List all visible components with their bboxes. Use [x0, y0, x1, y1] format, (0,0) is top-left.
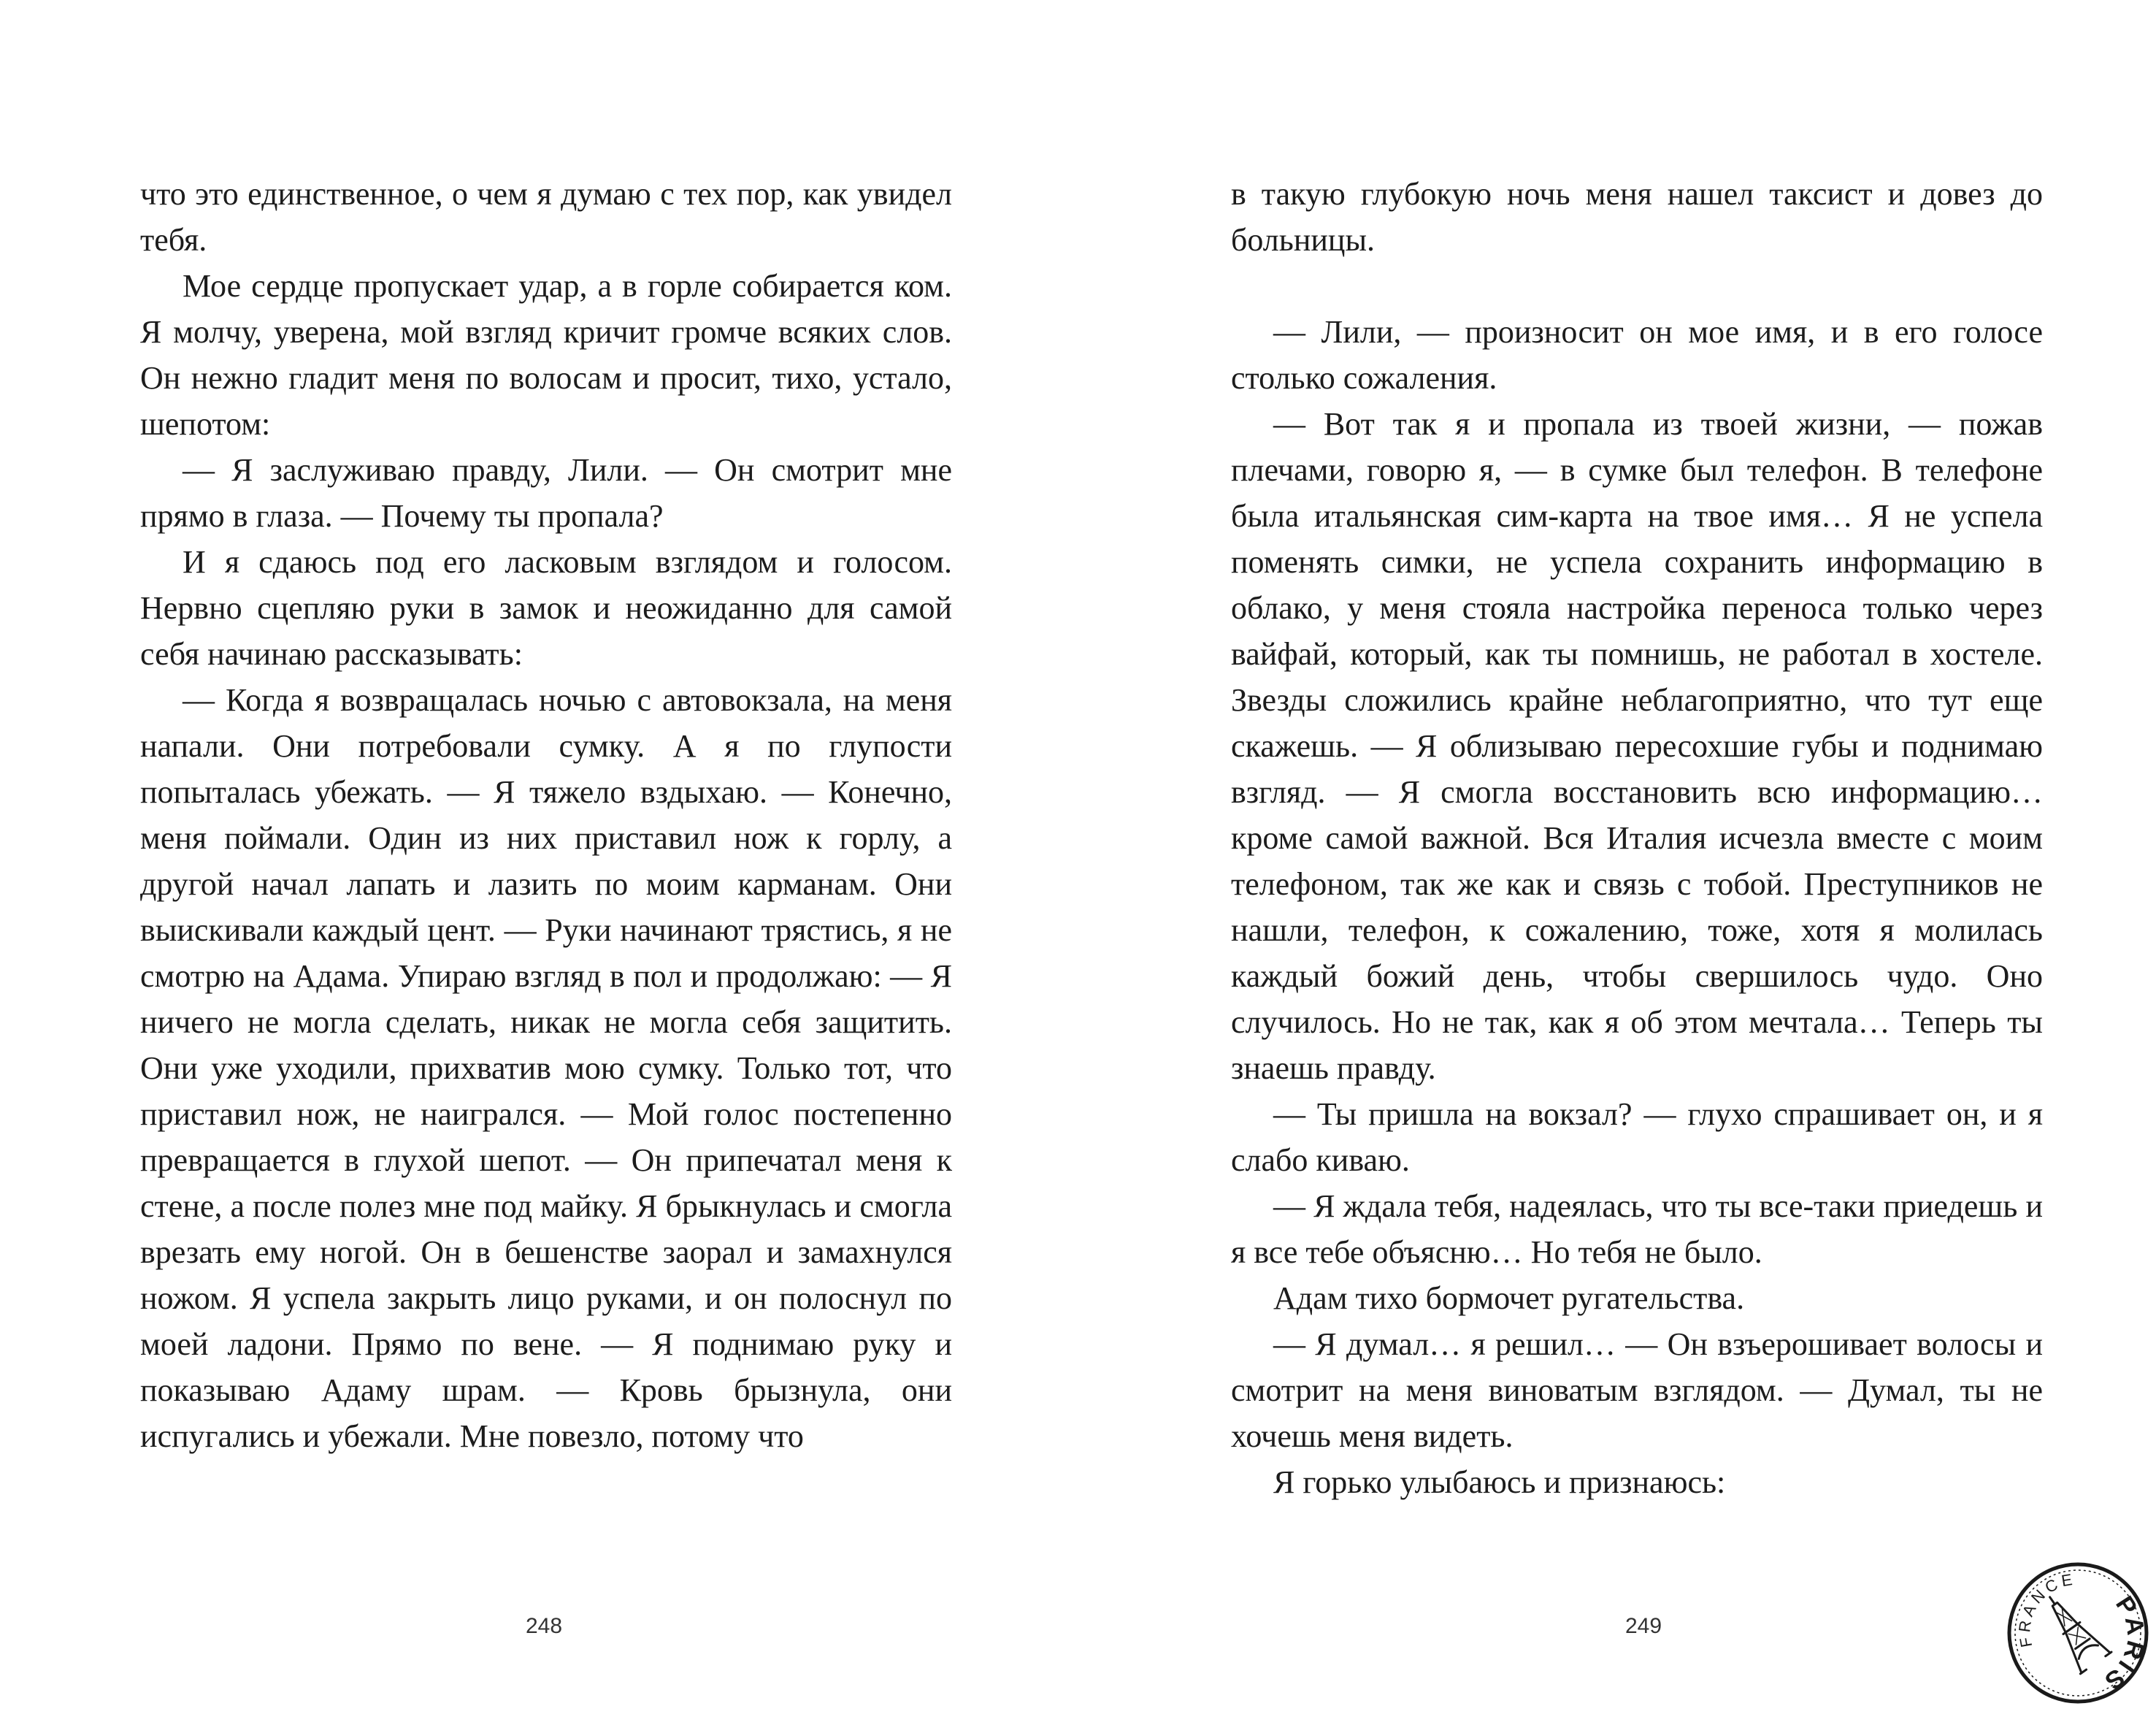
paragraph: Я горько улыбаюсь и признаюсь:: [1273, 1464, 1726, 1500]
stamp-graphic: [2005, 1560, 2151, 1706]
page-number-right: 249: [1624, 1614, 1662, 1638]
paragraph: — Я заслуживаю правду, Лили. — Он смотрит мне прямо в глаза. — Почему ты пропала?: [140, 452, 952, 534]
right-page: [1078, 0, 2156, 1725]
left-page-text: [140, 171, 952, 1459]
paragraph: — Когда я возвращалась ночью с автовокзала, на меня напали. Они потребовали сумку. А я по глупости попыталась убежать. — Я тяжело вздыхаю. — Конечно, меня поймали. Один из них приставил нож к горлу, а другой начал лапать и лазить по моим карманам. Они выискивали каждый цент. — Руки начинают трястись, я не смотрю на Адама. Упираю взгляд в пол и продолжаю: — Я ничего не могла сделать, никак не могла себя защитить. Они уже уходили, прихватив мою сумку. Только тот, что приставил нож, не наигрался. — Мой голос постепенно превращается в глухой шепот. — Он припечатал меня к стене, а после полез мне под майку. Я брыкнулась и смогла врезать ему ногой. Он в бешенстве заорал и замахнулся ножом. Я успела закрыть лицо руками, и он полоснул по моей ладони. Прямо по вене. — Я поднимаю руку и показываю Адаму шрам. — Кровь брызнула, они испугались и убежали. Мне повезло, потому что: [140, 682, 952, 1454]
right-page-text: [1231, 171, 2043, 1505]
paragraph: что это единственное, о чем я думаю с тех пор, как увидел тебя.: [140, 176, 952, 258]
paragraph: — Вот так я и пропала из твоей жизни, — пожав плечами, говорю я, — в сумке был телефон. В телефоне была итальянская сим-карта на твое имя… Я не успела поменять симки, не успела сохранить информацию в облако, у меня стояла настройка переноса только через вайфай, который, как ты помнишь, не работал в хостеле. Звезды сложились крайне неблагоприятно, что тут еще скажешь. — Я облизываю пересохшие губы и поднимаю взгляд. — Я смогла восстановить всю информацию… кроме самой важной. Вся Италия исчезла вместе с моим телефоном, так же как и связь с тобой. Преступников не нашли, телефон, к сожалению, тоже, хотя я молилась каждый божий день, чтобы свершилось чудо. Оно случилось. Но не так, как я об этом мечтала… Теперь ты знаешь правду.: [1231, 406, 2043, 1086]
paragraph: — Лили, — произносит он мое имя, и в его голосе столько сожаления.: [1231, 314, 2043, 396]
paris-stamp: [2005, 1560, 2151, 1706]
paragraph: Адам тихо бормочет ругательства.: [1273, 1280, 1745, 1316]
paragraph: в такую глубокую ночь меня нашел таксист и довез до больницы.: [1231, 176, 2043, 258]
stamp-text-paris: PARIS: [2097, 1591, 2150, 1697]
paragraph: — Я думал… я решил… — Он взъерошивает волосы и смотрит на меня виноватым взглядом. — Думал, ты не хочешь меня видеть.: [1231, 1326, 2043, 1454]
paragraph: И я сдаюсь под его ласковым взглядом и голосом. Нервно сцепляю руки в замок и неожиданно для самой себя начинаю рассказывать:: [140, 544, 952, 672]
paragraph: — Я ждала тебя, надеялась, что ты все-таки приедешь и я все тебе объясню… Но тебя не было.: [1231, 1188, 2043, 1270]
page-number-left: 248: [525, 1614, 563, 1638]
paragraph: Мое сердце пропускает удар, а в горле собирается ком. Я молчу, уверена, мой взгляд кричит громче всяких слов. Он нежно гладит меня по волосам и просит, тихо, устало, шепотом:: [140, 268, 952, 442]
paragraph: — Ты пришла на вокзал? — глухо спрашивает он, и я слабо киваю.: [1231, 1096, 2043, 1178]
stamp-text-france: FRANCE: [2015, 1569, 2078, 1649]
